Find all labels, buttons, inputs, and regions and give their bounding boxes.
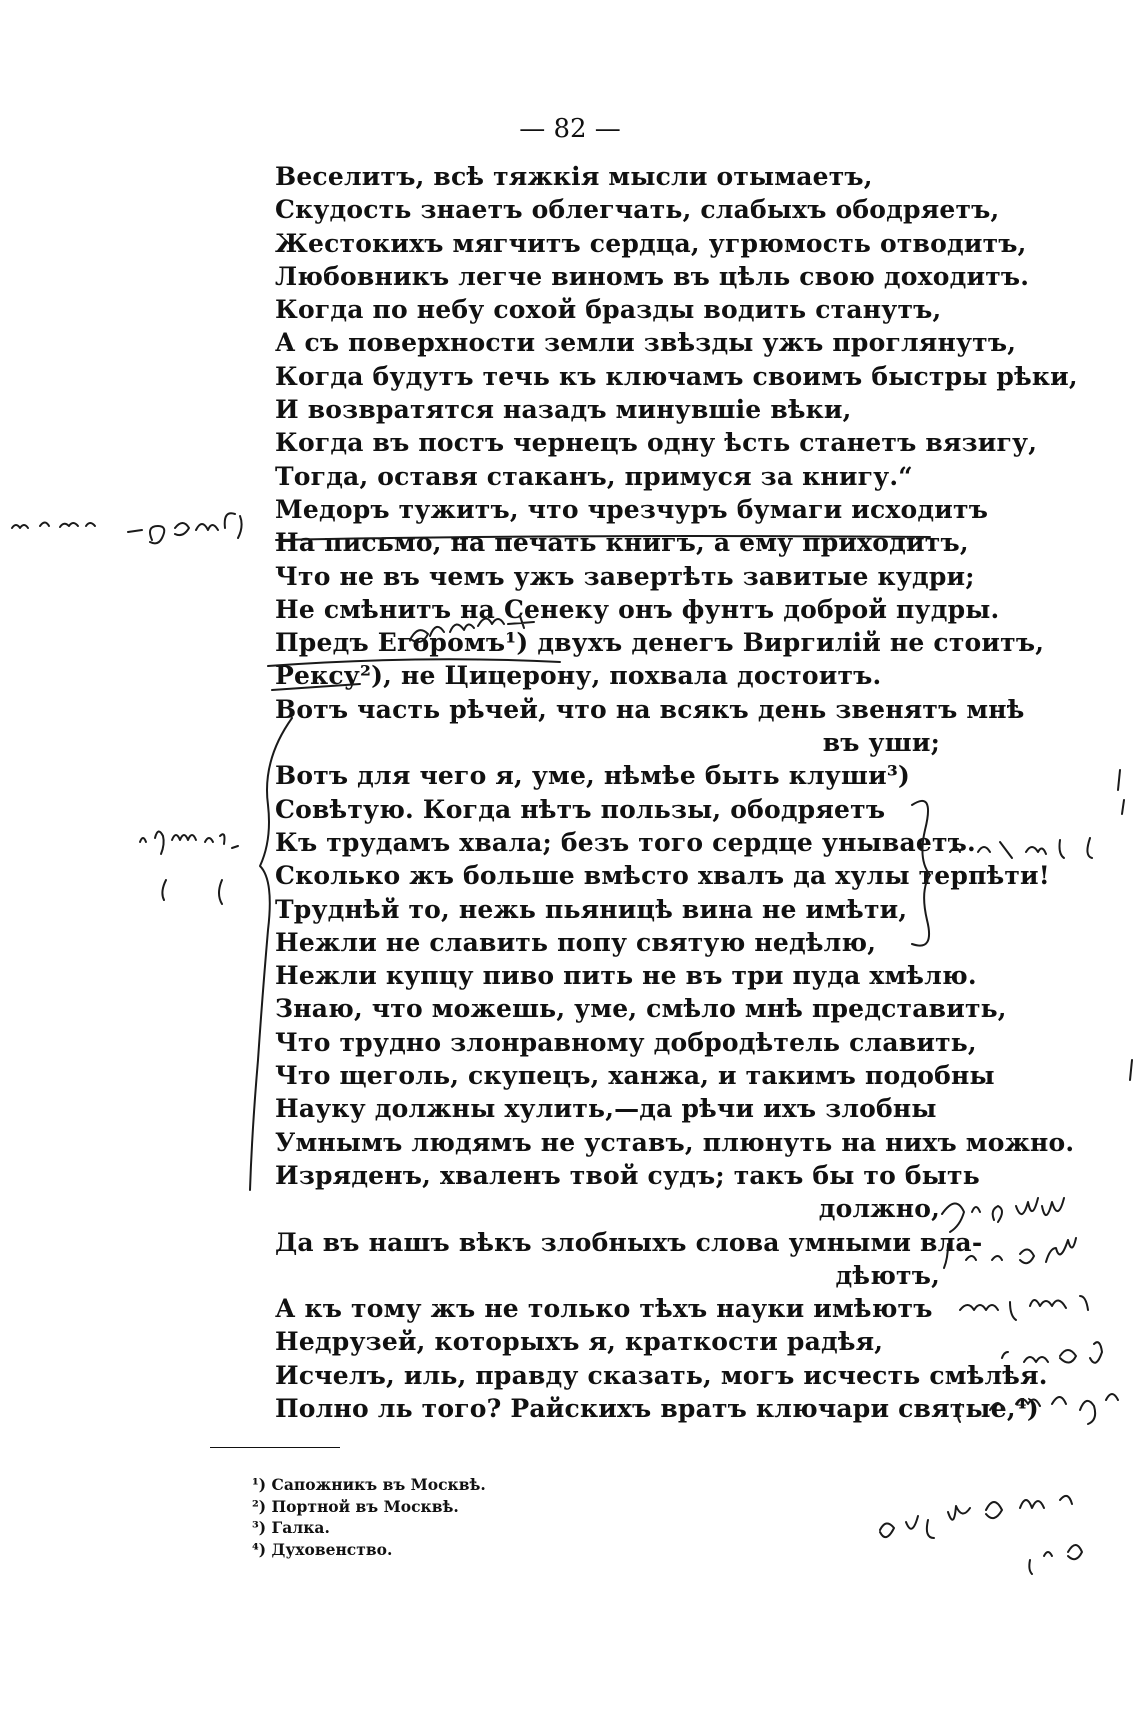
margin-scribble-2 bbox=[128, 513, 242, 543]
footnote-mark: ²) bbox=[252, 1496, 272, 1516]
poem-line: Вотъ часть рѣчей, что на всякъ день звенятъ мнѣ bbox=[275, 694, 1025, 724]
poem-line: Жестокихъ мягчитъ сердца, угрюмость отводитъ, bbox=[275, 228, 1027, 258]
footnote bbox=[252, 1474, 486, 1496]
poem-line: Къ трудамъ хвала; безъ того сердце унываетъ. bbox=[275, 827, 976, 857]
poem-line: Труднѣй то, нежь пьяницѣ вина не имѣти, bbox=[275, 894, 908, 924]
footnote-text: Портной въ Москвѣ. bbox=[271, 1496, 459, 1516]
poem-line: Когда будутъ течь къ ключамъ своимъ быстры рѣки, bbox=[275, 361, 1078, 391]
margin-scribble-4 bbox=[162, 880, 222, 904]
poem-line: Тогда, оставя стаканъ, примуся за книгу.“ bbox=[275, 461, 913, 491]
footnote-divider bbox=[210, 1447, 340, 1448]
poem-line: Исчелъ, иль, правду сказать, могъ исчесть смѣлѣя. bbox=[275, 1360, 1048, 1390]
poem-line: Медоръ тужитъ, что чрезчуръ бумаги исходитъ bbox=[275, 494, 989, 524]
poem-line: Знаю, что можешь, уме, смѣло мнѣ представить, bbox=[275, 994, 1007, 1024]
poem-line: Науку должны хулить,—да рѣчи ихъ злобны bbox=[275, 1094, 937, 1124]
poem-line: Изряденъ, хваленъ твой судъ; такъ бы то быть bbox=[275, 1160, 980, 1190]
poem-line: Что не въ чемъ ужъ завертѣть завитые кудри; bbox=[275, 561, 975, 591]
poem-line: Не смѣнитъ на Сенеку онъ фунтъ доброй пудры. bbox=[275, 594, 1000, 624]
poem-line: Да въ нашъ вѣкъ злобныхъ слова умными вла- bbox=[275, 1227, 983, 1257]
footnote-text: Духовенство. bbox=[271, 1539, 393, 1559]
poem-line: И возвратятся назадъ минувшіе вѣки, bbox=[275, 395, 852, 425]
page-number: — 82 — bbox=[519, 114, 621, 144]
margin-right-8 bbox=[1029, 1545, 1082, 1574]
footnote-text: Сапожникъ въ Москвѣ. bbox=[271, 1475, 486, 1494]
poem-line: Нежли купцу пиво пить не въ три пуда хмѣлю. bbox=[275, 961, 977, 991]
margin-right-2 bbox=[942, 1198, 1064, 1232]
poem-line: Когда по небу сохой бразды водить станутъ, bbox=[275, 295, 942, 325]
poem-line: Что щеголь, скупецъ, ханжа, и такимъ подобны bbox=[275, 1061, 995, 1091]
poem-line: въ уши; bbox=[822, 728, 940, 758]
footnote-text: Галка. bbox=[271, 1518, 330, 1537]
poem-line: Рексу²), не Цицерону, похвала достоитъ. bbox=[275, 661, 882, 691]
poem-text bbox=[275, 160, 1078, 1425]
footnotes bbox=[252, 1474, 486, 1560]
margin-right-7 bbox=[880, 1496, 1072, 1538]
poem-line: А съ поверхности земли звѣзды ужъ проглянутъ, bbox=[275, 328, 1017, 358]
poem-line: А къ тому жъ не только тѣхъ науки имѣютъ bbox=[275, 1294, 933, 1324]
margin-scribble-1 bbox=[12, 523, 95, 529]
footnote bbox=[252, 1539, 486, 1561]
margin-right-5 bbox=[1002, 1342, 1102, 1363]
poem-line: Любовникъ легче виномъ въ цѣль свою доходитъ. bbox=[275, 261, 1030, 291]
poem-line: дѣютъ, bbox=[835, 1260, 940, 1290]
poem-line: Веселитъ, всѣ тяжкія мысли отымаетъ, bbox=[275, 162, 873, 191]
footnote-mark: ⁴) bbox=[252, 1539, 272, 1559]
poem-line: Умнымъ людямъ не уставъ, плюнуть на нихъ можно. bbox=[275, 1127, 1075, 1157]
poem-line: Когда въ постъ чернецъ одну ѣсть станетъ вязигу, bbox=[275, 428, 1038, 458]
footnote bbox=[252, 1496, 486, 1518]
footnote bbox=[252, 1517, 486, 1539]
poem-line: Совѣтую. Когда нѣтъ пользы, ободряетъ bbox=[275, 794, 886, 824]
poem-line: Предъ Егоромъ¹) двухъ денегъ Виргилій не стоитъ, bbox=[275, 628, 1045, 658]
poem-line: Полно ль того? Райскихъ вратъ ключари святые,⁴) bbox=[275, 1393, 1039, 1423]
poem-line: Сколько жъ больше вмѣсто хвалъ да хулы терпѣти! bbox=[275, 861, 1050, 891]
poem-line: Недрузей, которыхъ я, краткости радѣя, bbox=[275, 1327, 884, 1357]
margin-right-4 bbox=[960, 1296, 1088, 1320]
poem-line: Что трудно злонравному добродѣтель славить, bbox=[275, 1027, 977, 1057]
footnote-mark: ³) bbox=[252, 1518, 272, 1537]
poem-line: Вотъ для чего я, уме, нѣмѣе быть клуши³) bbox=[275, 761, 911, 791]
footnote-mark: ¹) bbox=[252, 1475, 272, 1494]
poem-line: Скудость знаетъ облегчать, слабыхъ ободряетъ, bbox=[275, 195, 1000, 225]
poem-line: должно, bbox=[818, 1194, 940, 1224]
poem-line: Нежли не славить попу святую недѣлю, bbox=[275, 927, 877, 957]
poem-line: На письмо, на печать книгъ, а ему приходитъ, bbox=[275, 528, 969, 558]
margin-right-9 bbox=[1118, 770, 1132, 1080]
margin-scribble-3 bbox=[140, 831, 238, 854]
